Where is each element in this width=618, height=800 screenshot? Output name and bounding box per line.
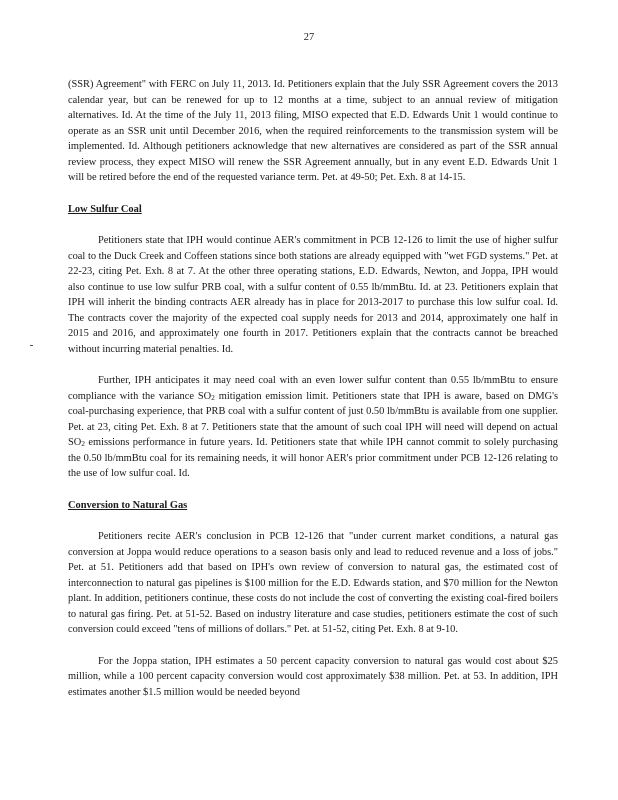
intro-paragraph: (SSR) Agreement" with FERC on July 11, 2013. Id. Petitioners explain that the July SSR Agreement covers the 2013 calendar year, but can be renewed for up to 12 months at a time, subject to an annual review of mitigation alternatives. Id. At the time of the July 11, 2013 filing, MISO expected that E.D. Edwards Unit 1 would continue to operate as an SSR unit until December 2016, when the required reinforcements to the transmission system will be implemented. Id. Although petitioners acknowledge that new alternatives are considered as part of the SSR annual review process, they expect MISO will renew the SSR Agreement annually, but in any event E.D. Edwards Unit 1 will be retired before the end of the requested variance term. Pet. at 49-50; Pet. Exh. 8 at 14-15. bbox=[68, 79, 558, 183]
low-sulfur-paragraph-2 bbox=[68, 373, 558, 482]
conversion-paragraph-2: For the Joppa station, IPH estimates a 50 percent capacity conversion to natural gas would cost about $25 million, while a 100 percent capacity conversion would cost approximately $38 million. Pet. at 53. In addition, IPH estimates another $1.5 million would be needed beyond bbox=[68, 655, 558, 698]
page-number: 27 bbox=[303, 32, 315, 43]
low-sulfur-p2-part3: emissions performance in future years. Id. Petitioners state that while IPH cannot commit to solely purchasing the 0.50 lb/mmBtu coal for its remaining needs, it will honor AER's prior commitment under PCB 12-126 relating to the use of low sulfur coal. Id. bbox=[68, 437, 558, 479]
low-sulfur-paragraph-1: Petitioners state that IPH would continue AER's commitment in PCB 12-126 to limit the use of higher sulfur coal to the Duck Creek and Coffeen stations since both stations are already equipped with "wet FGD systems." Pet. at 22-23, citing Pet. Exh. 8 at 7. At the other three operating stations, E.D. Edwards, Newton, and Joppa, IPH would also continue to use low sulfur PRB coal, with a sulfur content of 0.55 lb/mmBtu. Id. at 23. Petitioners explain that IPH will inherit the binding contracts AER already has in place for 2013-2017 to purchase this low sulfur coal. Id. The contracts cover the majority of the expected coal supply needs for 2013 and 2014, approximately one half in 2015 and 2016, and approximately one fourth in 2017. Petitioners explain that the contracts cannot be breached without incurring material penalties. Id. bbox=[68, 235, 558, 355]
heading-low-sulfur-coal: Low Sulfur Coal bbox=[68, 203, 142, 215]
so2-subscript: 2 bbox=[81, 439, 86, 448]
low-sulfur-p2-part1: Further, IPH anticipates it may need coal with an even lower sulfur content than 0.55 lb/mmBtu to ensure compliance with the variance SO bbox=[68, 375, 558, 402]
so2-subscript: 2 bbox=[211, 392, 215, 402]
margin-mark bbox=[30, 345, 33, 346]
conversion-paragraph-1: Petitioners recite AER's conclusion in PCB 12-126 that "under current market conditions, a natural gas conversion at Joppa would reduce operations to a season basis only and lead to reduced revenue and a loss of jobs." Pet. at 51. Petitioners add that based on IPH's own review of conversion to natural gas, the estimated cost of interconnection to natural gas pipelines is $100 million for the E.D. Edwards station, and $70 million for the Newton plant. In addition, petitioners continue, these costs do not include the cost of converting the existing coal-fired boilers to natural gas firing. Pet. at 51-52. Based on industry literature and case studies, petitioners estimate the cost of such conversion could exceed "tens of millions of dollars." Pet. at 51-52, citing Pet. Exh. 8 at 9-10. bbox=[68, 531, 558, 635]
page-content bbox=[68, 77, 558, 700]
low-sulfur-p2-part2: mitigation emission limit. Petitioners state that IPH is aware, based on DMG's coal-purchasing experience, that PRB coal with a sulfur content of just 0.50 lb/mmBtu is available from one supplier. Pet. at 23, citing Pet. Exh. 8 at 7. Petitioners state that the amount of such coal IPH will need will depend on actual SO bbox=[68, 390, 558, 448]
heading-conversion-natural-gas: Conversion to Natural Gas bbox=[68, 499, 188, 511]
